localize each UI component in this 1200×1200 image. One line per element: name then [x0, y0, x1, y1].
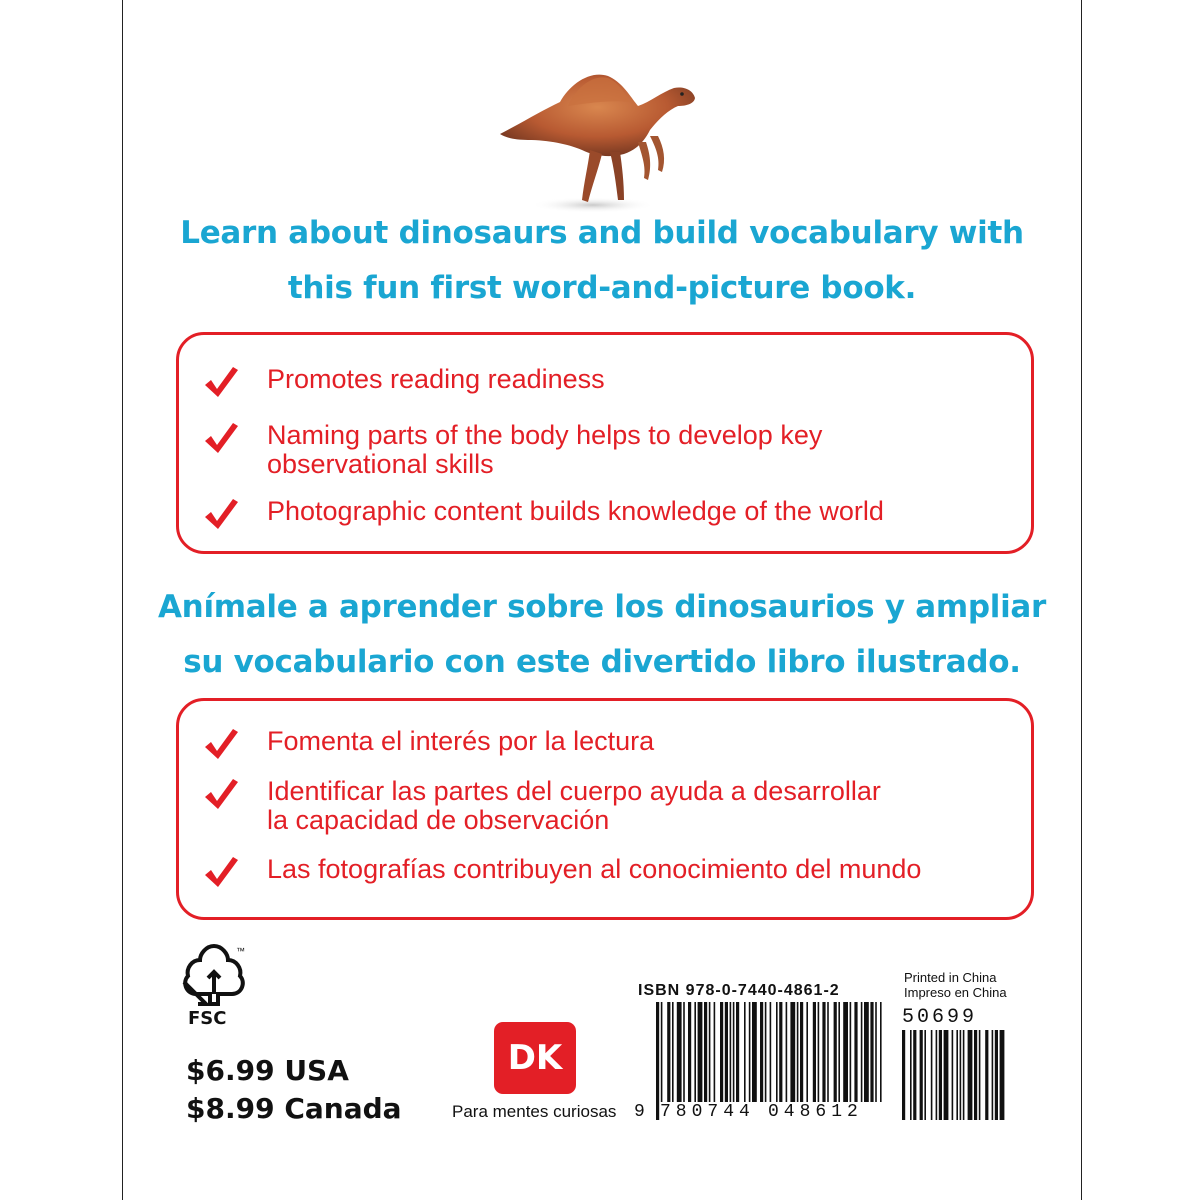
addon-barcode-bar — [974, 1030, 977, 1120]
addon-barcode-bar — [992, 1030, 994, 1120]
addon-barcode-bar — [931, 1030, 933, 1120]
barcode-bar — [838, 1002, 840, 1102]
printed-in-english: Printed in China — [904, 970, 997, 985]
barcode-bar — [667, 1002, 670, 1102]
addon-barcode-bar — [944, 1030, 949, 1120]
barcode-bar — [797, 1002, 799, 1102]
barcode-left-digits: 780744 — [660, 1102, 755, 1122]
barcode-bar — [704, 1002, 707, 1102]
addon-barcode-bar — [910, 1030, 912, 1120]
barcode-bar — [813, 1002, 816, 1102]
barcode-bar — [861, 1002, 863, 1102]
barcode-bar — [765, 1002, 767, 1102]
barcode-bar — [760, 1002, 763, 1102]
price-canada: $8.99 Canada — [186, 1092, 402, 1125]
english-bullet-2-line2: observational skills — [267, 449, 494, 479]
barcode-bar — [688, 1002, 691, 1102]
addon-barcode-bar — [1000, 1030, 1005, 1120]
dk-publisher-logo: DK — [494, 1022, 576, 1094]
barcode-bar — [677, 1002, 682, 1102]
addon-barcode-bar — [968, 1030, 973, 1120]
red-checkmark-icon — [203, 855, 239, 889]
addon-barcode-bar — [924, 1030, 926, 1120]
dinosaur-illustration — [498, 62, 698, 217]
isbn-number: ISBN 978-0-7440-4861-2 — [638, 982, 840, 999]
spanish-heading-line2: su vocabulario con este divertido libro ilustrado. — [183, 644, 1021, 680]
barcode-bar — [854, 1002, 857, 1102]
addon-barcode-bar — [902, 1030, 905, 1120]
english-bullet-1-text: Promotes reading readiness — [267, 364, 605, 394]
addon-barcode-bar — [960, 1030, 962, 1120]
fsc-label: FSC — [188, 1008, 227, 1029]
barcode-bar — [779, 1002, 782, 1102]
barcode-bar — [744, 1002, 746, 1102]
spanish-heading — [122, 580, 1082, 690]
barcode-bar — [822, 1002, 825, 1102]
barcode-bar — [725, 1002, 728, 1102]
addon-barcode-bar — [920, 1030, 923, 1120]
barcode-bar — [656, 1002, 659, 1120]
barcode-bar — [806, 1002, 808, 1102]
spanish-bullet-2-line1: Identificar las partes del cuerpo ayuda a desarrollar — [267, 776, 881, 806]
barcode-bar — [683, 1002, 685, 1102]
barcode-first-digit: 9 — [634, 1102, 645, 1122]
english-heading-line2: this fun first word-and-picture book. — [287, 270, 917, 306]
english-bullet-2-line1: Naming parts of the body helps to develop key — [267, 420, 823, 450]
barcode-bar — [870, 1002, 873, 1102]
barcode-bar — [720, 1002, 723, 1102]
barcode-bar — [827, 1002, 829, 1102]
barcode-bar — [818, 1002, 820, 1102]
barcode-bar — [749, 1002, 751, 1102]
english-bullet-3-text: Photographic content builds knowledge of the world — [267, 496, 884, 526]
barcode-right-digits: 048612 — [768, 1102, 863, 1122]
barcode-bar — [730, 1002, 732, 1102]
printed-in-spanish: Impreso en China — [904, 985, 1007, 1000]
price-usa: $6.99 USA — [186, 1054, 349, 1087]
barcode-bar — [843, 1002, 848, 1102]
barcode-bar — [880, 1002, 882, 1102]
barcode-bar — [800, 1002, 803, 1102]
barcode-bar — [672, 1002, 674, 1102]
publisher-tagline: Para mentes curiosas — [452, 1102, 617, 1121]
barcode-bar — [733, 1002, 735, 1102]
english-benefits-box — [176, 332, 1034, 554]
red-checkmark-icon — [203, 777, 239, 811]
barcode-bar — [698, 1002, 703, 1102]
barcode-bar — [714, 1002, 716, 1102]
red-checkmark-icon — [203, 365, 239, 399]
addon-barcode-bar — [963, 1030, 965, 1120]
spanish-bullet-3-text: Las fotografías contribuyen al conocimiento del mundo — [267, 854, 922, 884]
barcode-bar — [736, 1002, 739, 1102]
addon-barcode-bar — [979, 1030, 981, 1120]
barcode-addon-digits: 50699 — [902, 1006, 978, 1029]
spanish-benefits-box — [176, 698, 1034, 920]
barcode-bar — [786, 1002, 788, 1102]
red-checkmark-icon — [203, 497, 239, 531]
red-checkmark-icon — [203, 421, 239, 455]
spanish-heading-line1: Anímale a aprender sobre los dinosaurios y ampliar — [157, 589, 1046, 625]
addon-barcode-bar — [913, 1030, 916, 1120]
barcode-bar — [850, 1002, 852, 1102]
red-checkmark-icon — [203, 727, 239, 761]
barcode-bar — [790, 1002, 795, 1102]
addon-barcode-bar — [952, 1030, 954, 1120]
barcode-bar — [875, 1002, 877, 1102]
addon-barcode-bar — [936, 1030, 938, 1120]
english-heading-line1: Learn about dinosaurs and build vocabulary with — [180, 215, 1024, 251]
barcode-bar — [834, 1002, 837, 1102]
fsc-trademark: ™ — [236, 946, 245, 956]
addon-barcode-bar — [985, 1030, 988, 1120]
barcode-bar — [752, 1002, 757, 1102]
addon-barcode-bar — [956, 1030, 958, 1120]
barcode-bar — [709, 1002, 711, 1102]
spanish-bullet-2-line2: la capacidad de observación — [267, 805, 610, 835]
spanish-bullet-1-text: Fomenta el interés por la lectura — [267, 726, 655, 756]
addon-barcode-bar — [995, 1030, 998, 1120]
printed-in — [904, 970, 1007, 1000]
addon-barcode-bar — [939, 1030, 942, 1120]
barcode-bar — [694, 1002, 696, 1102]
barcode-bar — [864, 1002, 869, 1102]
english-heading — [122, 206, 1082, 316]
